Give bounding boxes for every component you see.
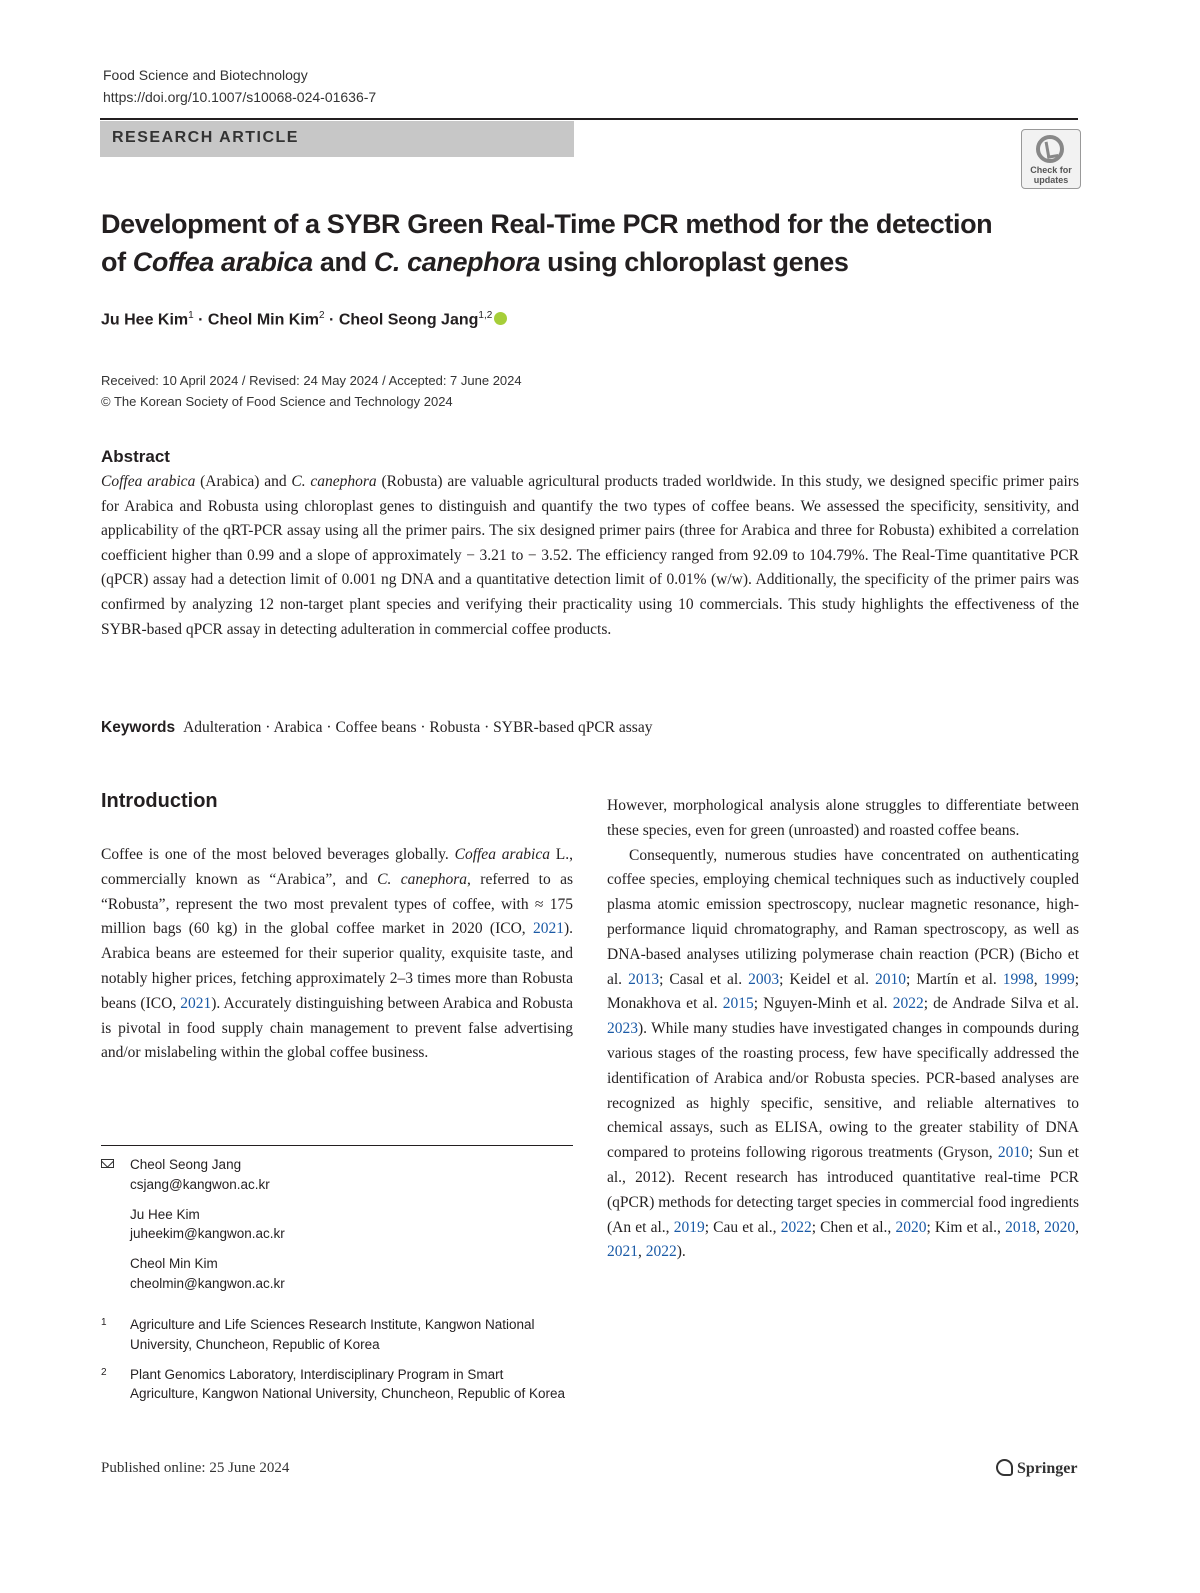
- keywords-list: Adulteration · Arabica · Coffee beans · Robusta · SYBR-based qPCR assay: [183, 719, 653, 736]
- article-title: Development of a SYBR Green Real-Time PCR method for the detection of Coffea arabica and C. canephora using chloroplast genes: [101, 209, 993, 277]
- journal-info: [103, 64, 376, 108]
- affiliation-entry: [101, 1365, 573, 1405]
- affiliation-text: Plant Genomics Laboratory, Interdisciplinary Program in Smart Agriculture, Kangwon National University, Chuncheon, Republic of Korea: [130, 1366, 565, 1402]
- publisher-logo: [996, 1459, 1077, 1478]
- article-type-banner: [100, 121, 574, 157]
- copyright: © The Korean Society of Food Science and Technology 2024: [101, 394, 453, 409]
- introduction-heading: Introduction: [101, 790, 218, 812]
- intro-paragraph-3: Consequently, numerous studies have concentrated on authenticating coffee species, employing chemical techniques such as inductively coupled plasma atomic emission spectroscopy, nuclear magnetic resonance, high-performance liquid chromatography, and Raman spectroscopy, as well as DNA-based analyses utilizing polymerase chain reaction (PCR) (Bicho et al. 2013; Casal et al. 2003; Keidel et al. 2010; Martín et al. 1998, 1999; Monakhova et al. 2015; Nguyen-Minh et al. 2022; de Andrade Silva et al. 2023). While many studies have investigated changes in compounds during various stages of the roasting process, few have specifically addressed the identification of Arabica and/or Robusta species. PCR-based analyses are recognized as highly specific, sensitive, and reliable alternatives to chemical assays, such as ELISA, owing to the greater stability of DNA compared to proteins following rigorous treatments (Gryson, 2010; Sun et al., 2012). Recent research has introduced quantitative real-time PCR (qPCR) methods for detecting target species in commercial food ingredients (An et al., 2019; Cau et al., 2022; Chen et al., 2020; Kim et al., 2018, 2020, 2021, 2022).: [607, 846, 1079, 1261]
- citation-link[interactable]: 2021: [607, 1243, 638, 1261]
- history-dates: Received: 10 April 2024 / Revised: 24 May 2024 / Accepted: 7 June 2024: [101, 373, 522, 388]
- citation-link[interactable]: 2022: [645, 1243, 677, 1261]
- citation-link[interactable]: 2013: [628, 970, 660, 988]
- contact-name: Cheol Seong Jang: [130, 1157, 242, 1172]
- intro-column-left: [101, 843, 573, 1066]
- contact-email[interactable]: juheekim@kangwon.ac.kr: [130, 1226, 285, 1242]
- citation-link[interactable]: 2010: [875, 970, 907, 988]
- affiliations: [101, 1315, 573, 1414]
- citation-link[interactable]: 2022: [780, 1218, 812, 1236]
- check-updates-line2: updates: [1033, 175, 1069, 185]
- keywords-label: Keywords: [101, 719, 176, 736]
- envelope-icon: [101, 1159, 114, 1168]
- published-online: Published online: 25 June 2024: [101, 1460, 290, 1476]
- citation-link[interactable]: 2023: [607, 1020, 638, 1038]
- contact-email[interactable]: csjang@kangwon.ac.kr: [130, 1176, 270, 1192]
- author-3[interactable]: Cheol Seong Jang: [338, 311, 479, 329]
- citation-link[interactable]: 2021: [532, 920, 564, 938]
- affiliation-entry: [101, 1315, 573, 1355]
- citation-link[interactable]: 2022: [892, 995, 924, 1013]
- affiliation-number: 2: [101, 1366, 107, 1378]
- orcid-icon[interactable]: [494, 312, 507, 325]
- check-updates-line1: Check for: [1030, 165, 1072, 175]
- header-rule: [100, 118, 1078, 120]
- author-list: Ju Hee Kim$^1$ · Cheol Min Kim$^2$ · Cheol Seong Jang$^{1,2}$: [101, 310, 507, 329]
- citation-link[interactable]: 2019: [673, 1218, 705, 1236]
- citation-link[interactable]: 2003: [748, 970, 780, 988]
- contact-entry: [101, 1205, 285, 1245]
- springer-horse-icon: [996, 1459, 1013, 1476]
- citation-link[interactable]: 1998: [1002, 970, 1034, 988]
- intro-column-right: [607, 794, 1079, 1265]
- journal-name: Food Science and Biotechnology: [103, 67, 308, 83]
- contact-email[interactable]: cheolmin@kangwon.ac.kr: [130, 1275, 285, 1291]
- contact-entry: [101, 1155, 285, 1195]
- affiliation-number: 1: [101, 1317, 107, 1328]
- check-updates-icon: [1036, 135, 1064, 163]
- doi-link[interactable]: https://doi.org/10.1007/s10068-024-01636-7: [103, 89, 377, 105]
- intro-paragraph-2: However, morphological analysis alone struggles to differentiate between these species, even for green (unroasted) and roasted coffee beans.: [607, 797, 1079, 839]
- footnote-rule: [101, 1145, 573, 1146]
- author-1[interactable]: Ju Hee Kim: [101, 311, 189, 329]
- citation-link[interactable]: 1999: [1043, 970, 1075, 988]
- citation-link[interactable]: 2021: [180, 994, 212, 1012]
- keywords: [101, 719, 652, 737]
- article-dates: [101, 370, 522, 412]
- check-for-updates-button[interactable]: [1021, 129, 1081, 189]
- affiliation-text: Agriculture and Life Sciences Research Institute, Kangwon National University, Chuncheon, Republic of Korea: [130, 1317, 535, 1352]
- contact-name: Ju Hee Kim: [130, 1206, 200, 1222]
- author-2[interactable]: Cheol Min Kim: [207, 311, 320, 329]
- contact-name: Cheol Min Kim: [130, 1256, 218, 1272]
- citation-link[interactable]: 2020: [895, 1218, 927, 1236]
- contact-entry: [101, 1254, 285, 1294]
- citation-link[interactable]: 2015: [722, 995, 754, 1013]
- citation-link[interactable]: 2010: [997, 1144, 1029, 1162]
- intro-paragraph-1: Coffee is one of the most beloved beverages globally. Coffea arabica L., commercially known as “Arabica”, and C. canephora, referred to as “Robusta”, represent the two most prevalent types of coffee, with ≈ 175 million bags (60 kg) in the global coffee market in 2020 (ICO, 2021). Arabica beans are esteemed for their superior quality, exquisite taste, and notably higher prices, fetching approximately 2–3 times more than Robusta beans (ICO, 2021). Accurately distinguishing between Arabica and Robusta is pivotal in food supply chain management to prevent false advertising and/or mislabeling within the global coffee business.: [101, 846, 574, 1062]
- abstract-heading: Abstract: [101, 447, 170, 466]
- corresponding-contacts: [101, 1155, 285, 1304]
- citation-link[interactable]: 2020: [1044, 1218, 1076, 1236]
- article-type: RESEARCH ARTICLE: [112, 129, 299, 146]
- abstract-text: Coffea arabica (Arabica) and C. canephora (Robusta) are valuable agricultural products traded worldwide. In this study, we designed specific primer pairs for Arabica and Robusta using chloroplast genes to distinguish and quantify the two types of coffee beans. We assessed the specificity, sensitivity, and applicability of the qRT-PCR assay using all the primer pairs. The six designed primer pairs (three for Arabica and three for Robusta) exhibited a correlation coefficient higher than 0.99 and a slope of approximately − 3.21 to − 3.52. The efficiency ranged from 92.09 to 104.79%. The Real-Time quantitative PCR (qPCR) assay had a detection limit of 0.001 ng DNA and a quantitative detection limit of 0.01% (w/w). Additionally, the specificity of the primer pairs was confirmed by analyzing 12 non-target plant species and verifying their practicality using 10 commercials. This study highlights the effectiveness of the SYBR-based qPCR assay in detecting adulteration in commercial coffee products.: [101, 473, 1079, 638]
- citation-link[interactable]: 2018: [1005, 1218, 1037, 1236]
- publisher-name: Springer: [1017, 1460, 1078, 1477]
